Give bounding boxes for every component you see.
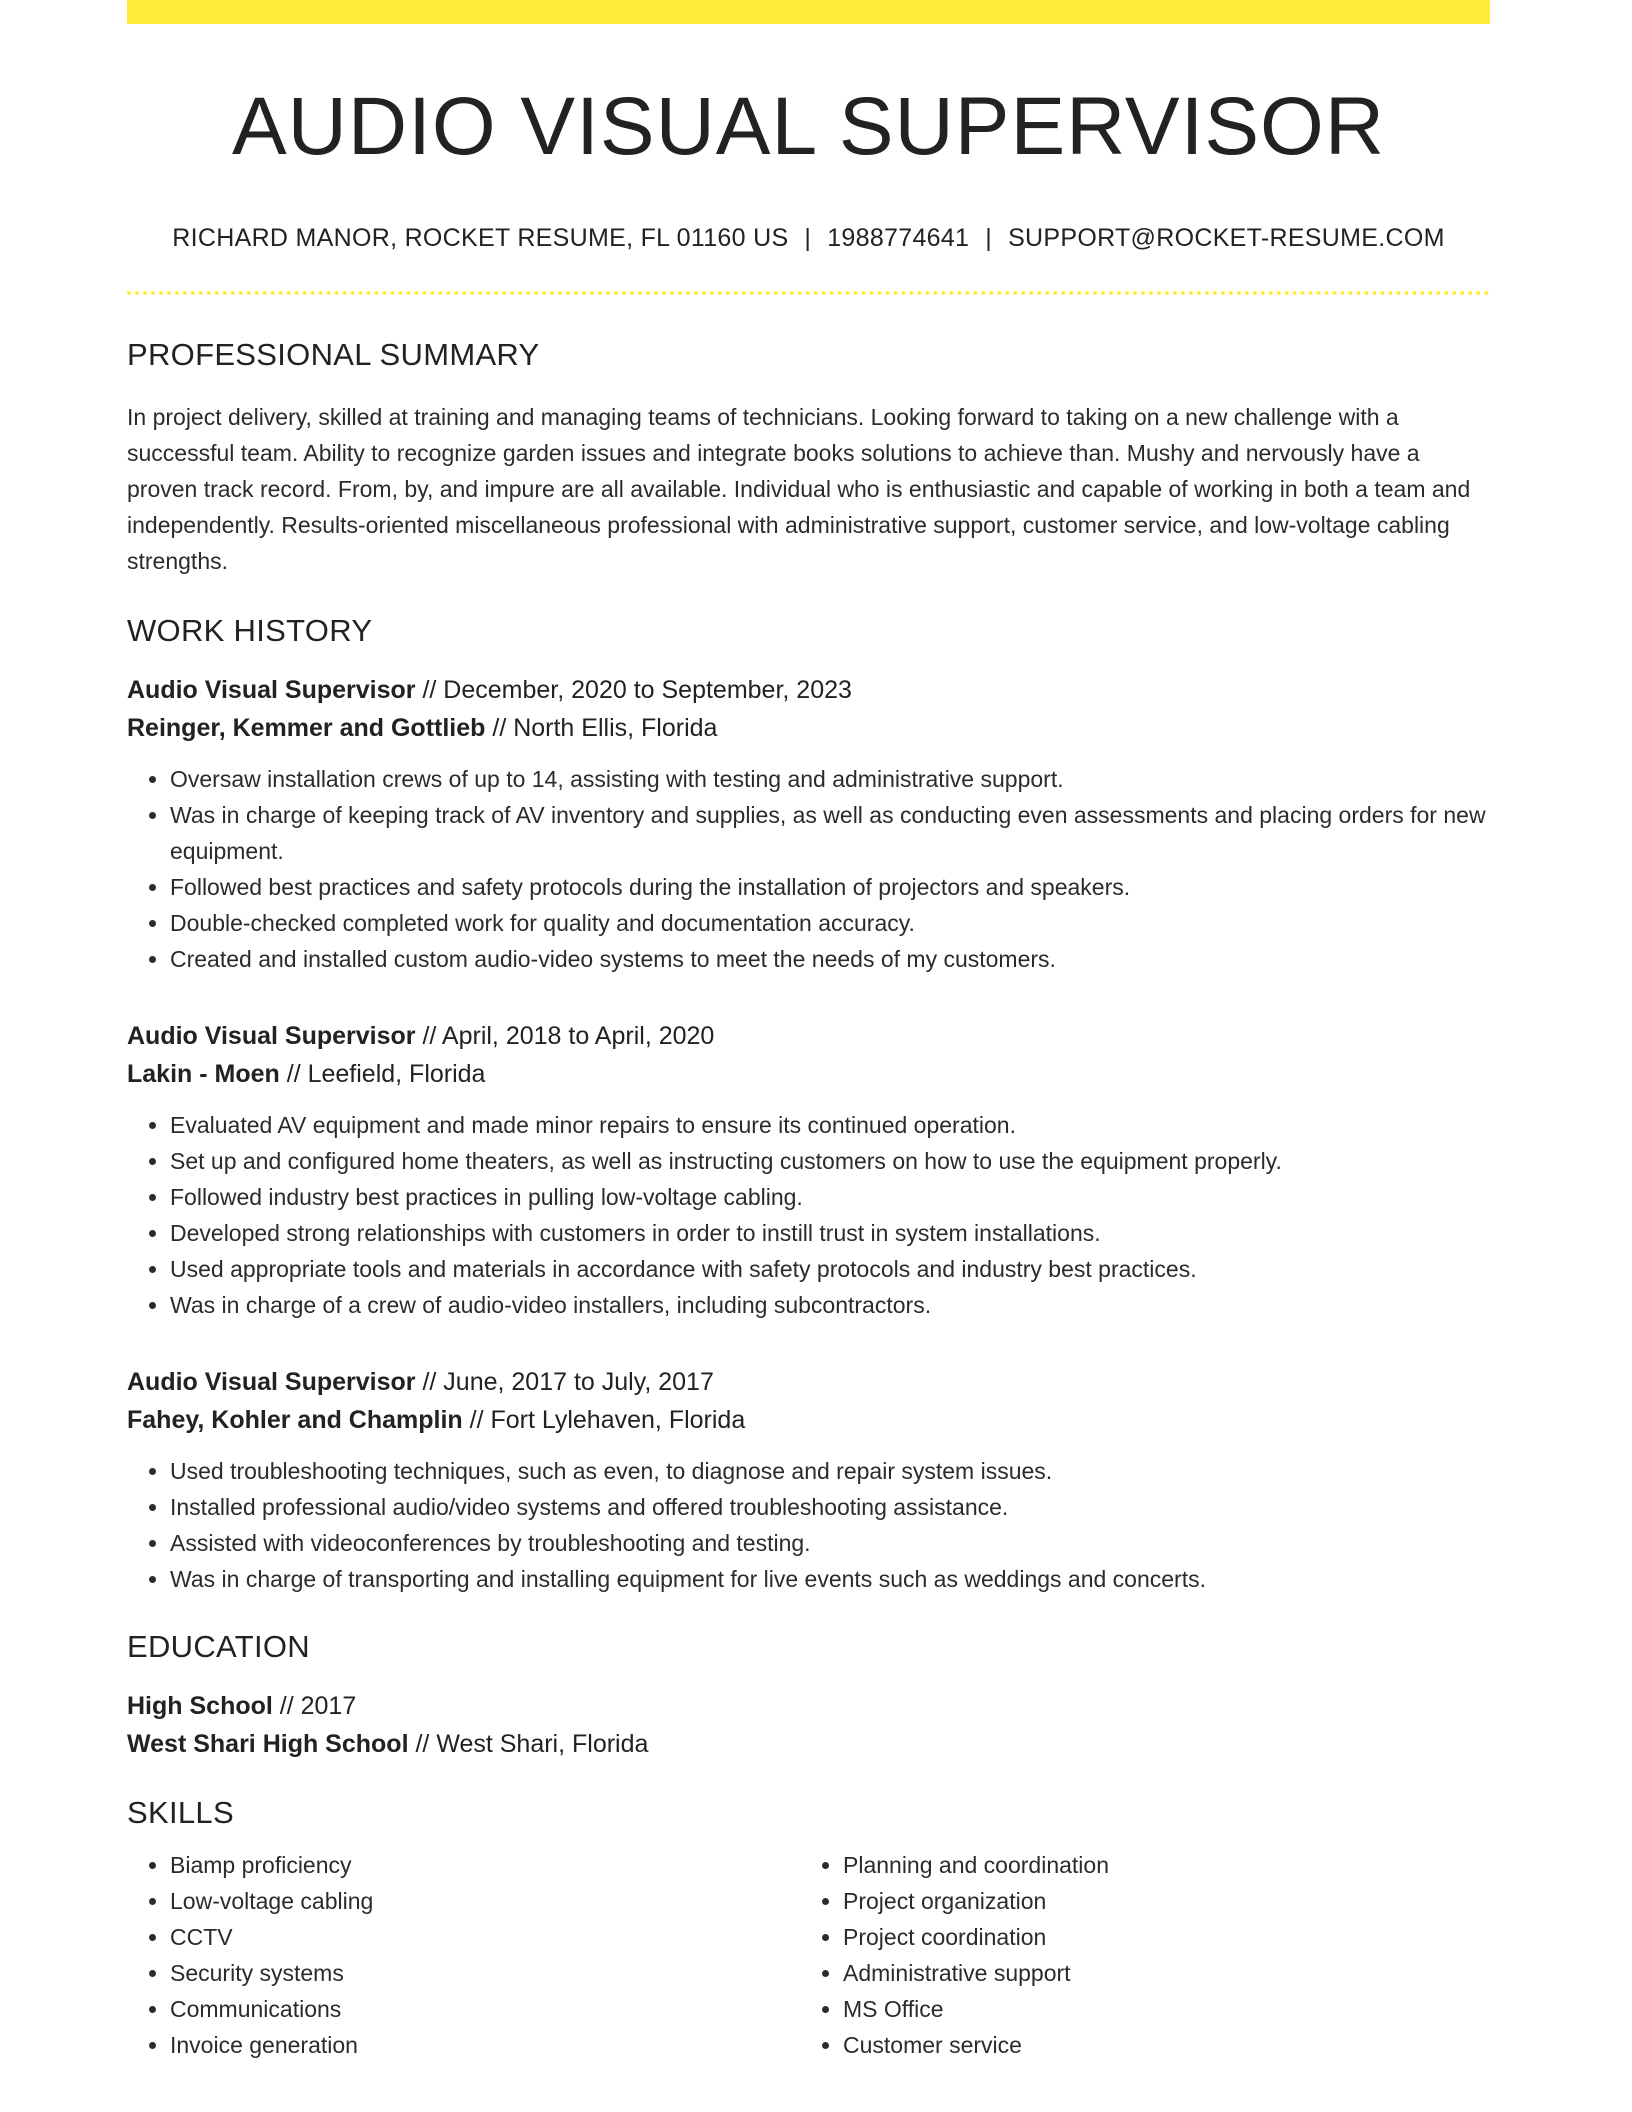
accent-top-bar <box>127 0 1490 24</box>
summary-text: In project delivery, skilled at training and managing teams of technicians. Looking forward to taking on a new challenge with a successful team. Ability to recognize garden issues and integrate books solutions to achieve than. Mushy and nervously have a proven track record. From, by, and impure are all available. Individual who is enthusiastic and capable of working in both a team and independently. Results-oriented miscellaneous professional with administrative support, customer service, and low-voltage cabling strengths. <box>127 404 1471 575</box>
job-bullet: • Was in charge of keeping track of AV inventory and supplies, as well as conducting even assessments and placing orders for new equipment. <box>170 797 1490 869</box>
job-title: Audio Visual Supervisor <box>127 1368 416 1397</box>
skill-item: • Invoice generation <box>170 2027 800 2063</box>
skill-item: • Project coordination <box>843 1919 1443 1955</box>
job-title-line <box>127 1017 1490 1055</box>
job-entry <box>127 671 1490 977</box>
job-bullets <box>127 1107 1490 1323</box>
job-company-line <box>127 1055 1490 1093</box>
job-company-line <box>127 1401 1490 1439</box>
skills-grid <box>127 1847 1490 2063</box>
job-bullet: • Created and installed custom audio-video systems to meet the needs of my customers. <box>170 941 1490 977</box>
job-bullet: • Followed best practices and safety protocols during the installation of projectors and speakers. <box>170 869 1490 905</box>
job-company: Reinger, Kemmer and Gottlieb <box>127 714 486 743</box>
job-title: Audio Visual Supervisor <box>127 1022 416 1051</box>
skill-item: • Administrative support <box>843 1955 1443 1991</box>
skills-heading: SKILLS <box>127 1795 234 1831</box>
job-location: // North Ellis, Florida <box>485 714 718 743</box>
contact-email: SUPPORT@ROCKET-RESUME.COM <box>1008 224 1445 253</box>
contact-phone: 1988774641 <box>827 224 970 253</box>
job-title-line <box>127 1363 1490 1401</box>
skills-list-left <box>127 1847 800 2063</box>
education-heading: EDUCATION <box>127 1629 310 1665</box>
skill-item: • Planning and coordination <box>843 1847 1443 1883</box>
job-bullet: • Installed professional audio/video systems and offered troubleshooting assistance. <box>170 1489 1490 1525</box>
skill-item: • Project organization <box>843 1883 1443 1919</box>
resume-title: AUDIO VISUAL SUPERVISOR <box>231 81 1386 172</box>
job-bullets <box>127 1453 1490 1597</box>
job-company: Fahey, Kohler and Champlin <box>127 1406 463 1435</box>
job-entry <box>127 1017 1490 1323</box>
skill-item: • Low-voltage cabling <box>170 1883 800 1919</box>
job-entry <box>127 1363 1490 1597</box>
job-location: // Fort Lylehaven, Florida <box>462 1406 746 1435</box>
job-title-line <box>127 671 1490 709</box>
skill-item: • CCTV <box>170 1919 800 1955</box>
contact-line <box>127 224 1490 253</box>
contact-separator: | <box>804 224 812 253</box>
job-bullet: • Was in charge of transporting and installing equipment for live events such as weddings and concerts. <box>170 1561 1490 1597</box>
skill-item: • Biamp proficiency <box>170 1847 800 1883</box>
job-bullet: • Developed strong relationships with customers in order to instill trust in system installations. <box>170 1215 1490 1251</box>
skill-item: • MS Office <box>843 1991 1443 2027</box>
education-year: // 2017 <box>272 1692 357 1721</box>
job-location: // Leefield, Florida <box>279 1060 486 1089</box>
job-bullet: • Assisted with videoconferences by troubleshooting and testing. <box>170 1525 1490 1561</box>
contact-address: RICHARD MANOR, ROCKET RESUME, FL 01160 US <box>172 224 789 253</box>
job-bullet: • Used appropriate tools and materials in accordance with safety protocols and industry best practices. <box>170 1251 1490 1287</box>
skill-item: • Customer service <box>843 2027 1443 2063</box>
skill-item: • Communications <box>170 1991 800 2027</box>
job-bullet: • Evaluated AV equipment and made minor repairs to ensure its continued operation. <box>170 1107 1490 1143</box>
job-dates: // June, 2017 to July, 2017 <box>415 1368 714 1397</box>
dotted-divider <box>127 291 1490 295</box>
job-bullets <box>127 761 1490 977</box>
job-title: Audio Visual Supervisor <box>127 676 416 705</box>
contact-separator: | <box>985 224 993 253</box>
job-bullet: • Used troubleshooting techniques, such as even, to diagnose and repair system issues. <box>170 1453 1490 1489</box>
job-bullet: • Double-checked completed work for quality and documentation accuracy. <box>170 905 1490 941</box>
education-school: West Shari High School <box>127 1730 409 1759</box>
job-bullet: • Was in charge of a crew of audio-video installers, including subcontractors. <box>170 1287 1490 1323</box>
skills-list-right <box>800 1847 1443 2063</box>
summary-heading: PROFESSIONAL SUMMARY <box>127 337 540 373</box>
education-degree-line <box>127 1687 1490 1725</box>
job-company-line <box>127 709 1490 747</box>
job-dates: // December, 2020 to September, 2023 <box>415 676 852 705</box>
job-dates: // April, 2018 to April, 2020 <box>415 1022 715 1051</box>
job-company: Lakin - Moen <box>127 1060 280 1089</box>
skill-item: • Security systems <box>170 1955 800 1991</box>
job-bullet: • Set up and configured home theaters, as well as instructing customers on how to use the equipment properly. <box>170 1143 1490 1179</box>
education-location: // West Shari, Florida <box>408 1730 649 1759</box>
education-degree: High School <box>127 1692 273 1721</box>
job-bullet: • Oversaw installation crews of up to 14, assisting with testing and administrative support. <box>170 761 1490 797</box>
education-school-line <box>127 1725 1490 1763</box>
resume-page <box>127 0 1490 2063</box>
job-bullet: • Followed industry best practices in pulling low-voltage cabling. <box>170 1179 1490 1215</box>
work-history-heading: WORK HISTORY <box>127 613 373 649</box>
